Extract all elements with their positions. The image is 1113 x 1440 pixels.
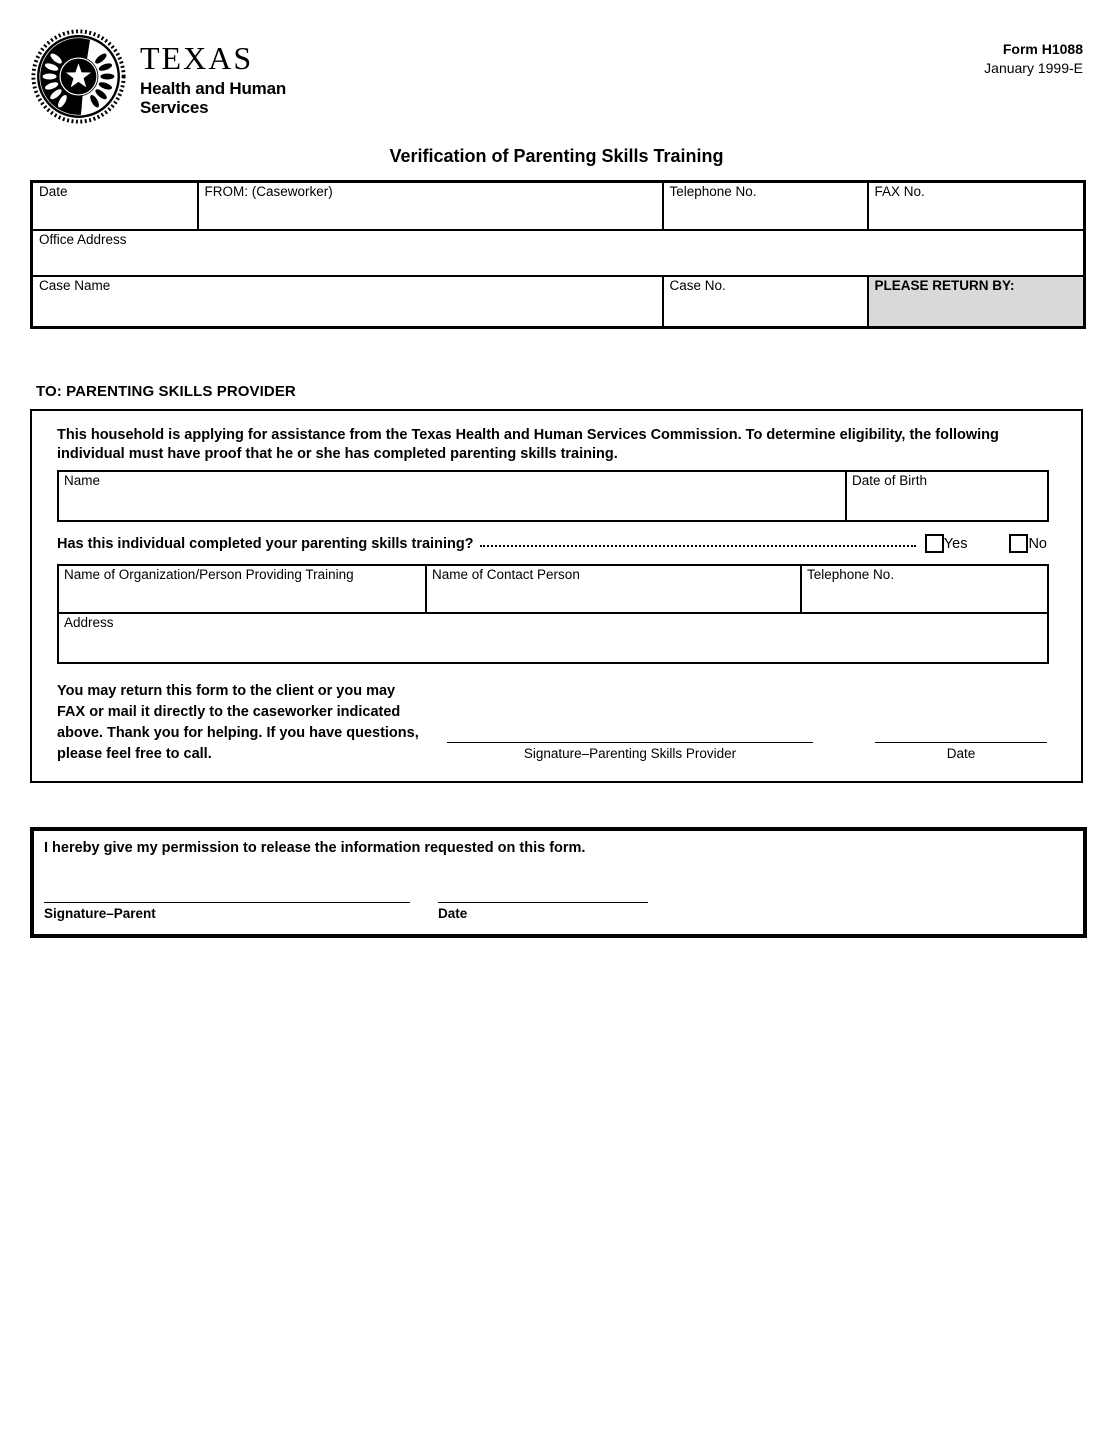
- fax-field-cell[interactable]: [868, 182, 1085, 230]
- form-revision-date: January 1999-E: [984, 59, 1083, 76]
- parent-signature-block: [44, 902, 410, 921]
- individual-name-table: [57, 470, 1049, 522]
- no-option: [1009, 534, 1047, 553]
- contact-person-field-cell[interactable]: [426, 565, 801, 613]
- provider-section-box: [30, 409, 1083, 783]
- parent-signature-label: Signature–Parent: [44, 906, 156, 921]
- office-address-field-cell[interactable]: [32, 230, 1085, 276]
- agency-brand: [30, 28, 286, 125]
- permission-statement: I hereby give my permission to release the information requested on this form.: [44, 840, 586, 856]
- page-title: Verification of Parenting Skills Training: [389, 146, 724, 166]
- provider-signature-area: [419, 681, 1047, 765]
- parent-signature-line[interactable]: [44, 902, 410, 903]
- training-question-row: [57, 534, 1047, 553]
- intro-statement: This household is applying for assistance from the Texas Health and Human Services Commission. To determine eligibility, the following individual must have proof that he or she has completed parenting skills training.: [57, 427, 999, 462]
- provider-date-line[interactable]: [875, 742, 1047, 743]
- fax-label: FAX No.: [874, 184, 925, 199]
- provider-address-label: Address: [64, 615, 114, 630]
- individual-name-field-cell[interactable]: [58, 471, 846, 521]
- provider-date-block: [875, 742, 1047, 761]
- contact-person-label: Name of Contact Person: [432, 567, 580, 582]
- parent-date-label: Date: [438, 906, 468, 921]
- individual-name-label: Name: [64, 473, 101, 488]
- case-no-field-cell[interactable]: [663, 276, 868, 328]
- header: [30, 28, 1083, 125]
- parent-date-block: [438, 902, 648, 921]
- provider-telephone-label: Telephone No.: [807, 567, 895, 582]
- form-number: Form H1088: [1002, 41, 1083, 57]
- date-of-birth-label: Date of Birth: [852, 473, 928, 488]
- please-return-by-label: PLEASE RETURN BY:: [874, 277, 1015, 293]
- provider-section-heading: TO: PARENTING SKILLS PROVIDER: [36, 383, 296, 400]
- from-caseworker-field-cell[interactable]: [198, 182, 663, 230]
- telephone-field-cell[interactable]: [663, 182, 868, 230]
- provider-signature-label: Signature–Parenting Skills Provider: [523, 746, 737, 761]
- case-name-label: Case Name: [39, 277, 111, 293]
- case-name-field-cell[interactable]: [32, 276, 663, 328]
- no-label: No: [1028, 535, 1047, 552]
- yes-option: [925, 534, 968, 553]
- date-of-birth-field-cell[interactable]: [846, 471, 1048, 521]
- organization-name-label: Name of Organization/Person Providing Training: [64, 567, 354, 582]
- provider-signature-line[interactable]: [447, 742, 813, 743]
- from-caseworker-label: FROM: (Caseworker): [204, 184, 333, 199]
- form-meta: [984, 28, 1083, 78]
- provider-address-field-cell[interactable]: [58, 613, 1048, 663]
- caseworker-info-table: [30, 180, 1086, 329]
- dotted-leader: [480, 545, 916, 547]
- organization-table: [57, 564, 1049, 664]
- organization-name-field-cell[interactable]: [58, 565, 426, 613]
- office-address-label: Office Address: [39, 231, 127, 247]
- return-instructions-row: [57, 681, 1047, 765]
- agency-name-texas: TEXAS: [140, 40, 254, 76]
- telephone-label: Telephone No.: [669, 184, 757, 199]
- provider-signature-block: [447, 742, 813, 761]
- return-instructions: You may return this form to the client or you may FAX or mail it directly to the caseworker indicated above. Thank you for helping. If you have questions, please feel free to call.: [57, 683, 419, 762]
- agency-name: [140, 28, 286, 117]
- yes-label: Yes: [943, 535, 968, 552]
- texas-hhs-seal-icon: [30, 28, 127, 125]
- case-no-label: Case No.: [669, 277, 726, 293]
- please-return-by-field-cell[interactable]: [868, 276, 1085, 328]
- provider-date-label: Date: [946, 746, 976, 761]
- training-question: Has this individual completed your parenting skills training?: [57, 535, 474, 552]
- parent-signature-row: [44, 902, 1071, 921]
- agency-name-sub: Health and Human Services: [140, 79, 287, 118]
- yes-checkbox[interactable]: [925, 534, 944, 553]
- date-label: Date: [39, 184, 68, 199]
- provider-telephone-field-cell[interactable]: [801, 565, 1048, 613]
- date-field-cell[interactable]: [32, 182, 198, 230]
- parent-date-line[interactable]: [438, 902, 648, 903]
- no-checkbox[interactable]: [1009, 534, 1028, 553]
- permission-section-box: [30, 827, 1087, 938]
